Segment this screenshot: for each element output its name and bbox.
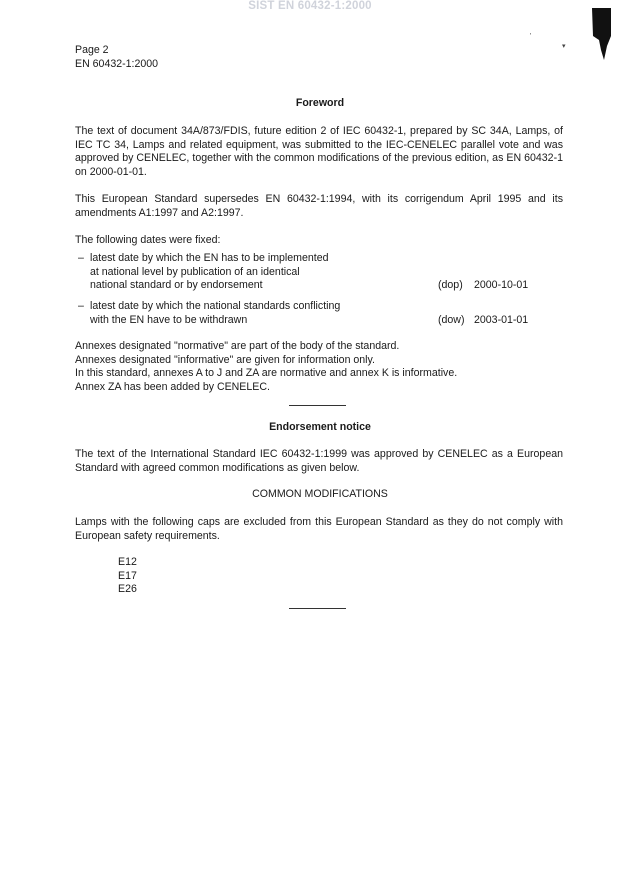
cap-item: E17 bbox=[118, 569, 137, 582]
caps-intro: Lamps with the following caps are excluded from this European Standard as they do not comply with European safety requirements. bbox=[75, 516, 563, 542]
page-header bbox=[75, 44, 158, 71]
section-divider bbox=[289, 608, 346, 609]
date-value: 2000-10-01 bbox=[474, 279, 529, 292]
scan-speck: ▾ bbox=[562, 43, 566, 50]
foreword-paragraph-2: This European Standard supersedes EN 60432-1:1994, with its corrigendum April 1995 and its amendments A1:1997 and A2:1997. bbox=[75, 193, 563, 219]
dates-intro: The following dates were fixed: bbox=[75, 234, 221, 246]
foreword-heading: Foreword bbox=[295, 97, 345, 109]
page-number: Page 2 bbox=[75, 44, 109, 56]
standard-number: EN 60432-1:2000 bbox=[75, 57, 159, 70]
endorsement-paragraph: The text of the International Standard IEC 60432-1:1999 was approved by CENELEC as a European Standard with agreed common modifications as given below. bbox=[75, 448, 563, 474]
annex-notes: Annexes designated "normative" are part of the body of the standard. Annexes designated "informative" are given for information only. In this standard, annexes A to J and ZA are normative and annex K is informative. Annex ZA has been added by CENELEC. bbox=[75, 340, 458, 393]
date-value: 2003-01-01 bbox=[474, 313, 529, 326]
common-modifications-heading: COMMON MODIFICATIONS bbox=[252, 488, 388, 500]
date-code: (dop) bbox=[438, 279, 463, 292]
cap-item: E26 bbox=[118, 583, 137, 596]
cap-item: E12 bbox=[118, 556, 137, 568]
date-item-text: latest date by which the EN has to be implemented at national level by publication of an identical national standard or by endorsement bbox=[90, 252, 329, 292]
date-item-text: latest date by which the national standards conflicting with the EN have to be withdrawn bbox=[90, 300, 341, 326]
scan-speck: ' bbox=[530, 33, 532, 40]
watermark: SIST EN 60432-1:2000 bbox=[248, 0, 372, 12]
list-dash: – bbox=[78, 300, 84, 312]
list-dash: – bbox=[78, 252, 84, 264]
date-code: (dow) bbox=[438, 313, 465, 326]
excluded-caps-list bbox=[118, 556, 137, 597]
endorsement-heading: Endorsement notice bbox=[269, 421, 371, 433]
scan-blot-mark bbox=[590, 6, 612, 62]
foreword-paragraph-1: The text of document 34A/873/FDIS, future edition 2 of IEC 60432-1, prepared by SC 34A, Lamps, of IEC TC 34, Lamps and related equipment, was submitted to the IEC-CENELEC parallel vote and was approved by CENELEC, together with the common modifications of the previous edition, as EN 60432-1 on 2000-01-01. bbox=[75, 125, 563, 178]
section-divider bbox=[289, 405, 346, 406]
